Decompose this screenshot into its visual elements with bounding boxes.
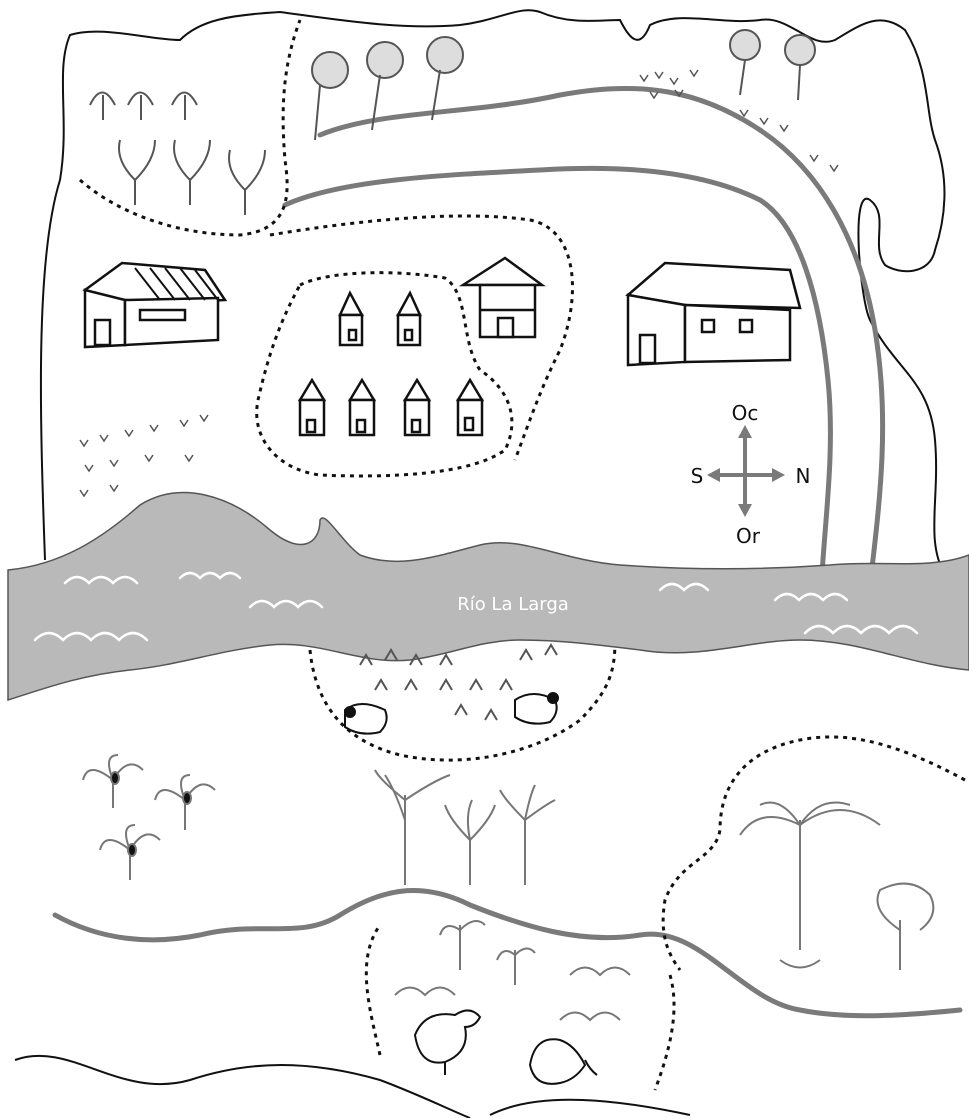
health-post bbox=[463, 258, 542, 337]
compass-south: S bbox=[690, 464, 704, 488]
river-label: Río La Larga bbox=[457, 594, 569, 615]
zone-goat-pasture bbox=[310, 640, 615, 760]
compass-east: Or bbox=[736, 524, 760, 548]
compass-rose bbox=[691, 401, 811, 548]
village-houses bbox=[300, 293, 482, 435]
road-south-1 bbox=[55, 891, 960, 1016]
goat-1 bbox=[345, 704, 387, 734]
birds bbox=[415, 1010, 597, 1083]
southeast-palm bbox=[740, 803, 933, 971]
road-middle bbox=[285, 168, 830, 575]
compass-west: Oc bbox=[731, 401, 759, 425]
compass-north: N bbox=[795, 464, 811, 488]
north-trees bbox=[312, 30, 815, 140]
northwest-crops bbox=[90, 93, 265, 216]
southwest-plants bbox=[83, 755, 215, 880]
church-building bbox=[628, 263, 800, 365]
goat-2 bbox=[515, 693, 558, 724]
school-building bbox=[85, 263, 225, 347]
zone-village-inner bbox=[257, 273, 512, 476]
goats bbox=[345, 693, 558, 734]
zone-southeast-palm bbox=[663, 737, 965, 970]
hen bbox=[530, 1039, 597, 1084]
chicken bbox=[415, 1010, 480, 1075]
banana-palms bbox=[375, 770, 555, 885]
